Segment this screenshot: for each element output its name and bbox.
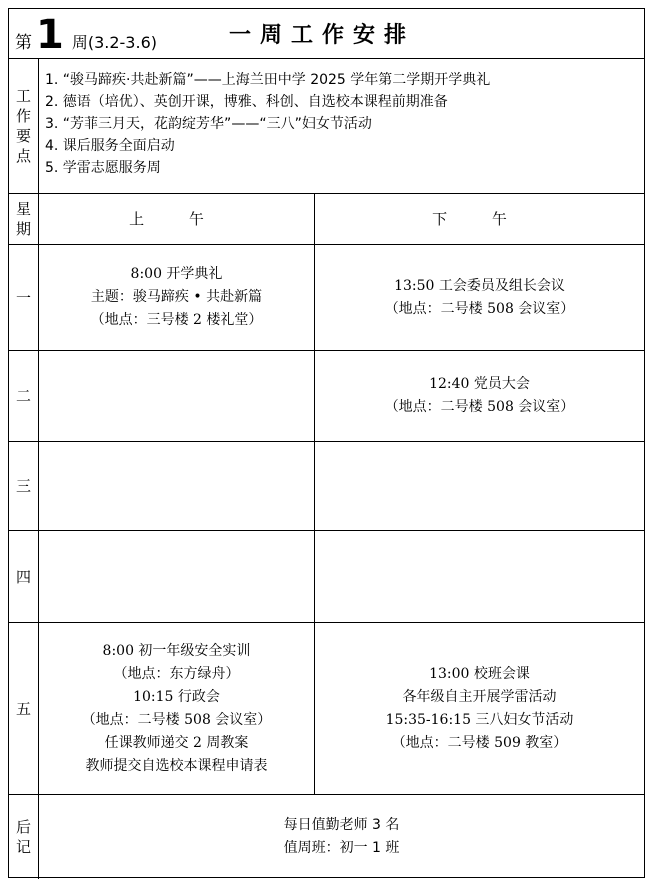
key-points-row <box>9 59 644 194</box>
schedule-header <box>9 9 644 59</box>
schedule-column-header <box>9 194 644 245</box>
week-number: 1 <box>36 12 64 58</box>
monday-afternoon: 13:50 工会委员及组长会议 （地点：二号楼 508 会议室） <box>384 277 575 317</box>
key-point-item: 3. “芳菲三月天，花韵绽芳华”——“三八”妇女节活动 <box>45 116 372 132</box>
wednesday-afternoon <box>315 442 644 530</box>
friday-afternoon: 13:00 校班会课 各年级自主开展学雷活动 15:35-16:15 三八妇女节活动 （地点：二号楼 509 教室） <box>385 665 574 751</box>
day-label: 四 <box>15 567 31 586</box>
week-date-range: 周(3.2-3.6) <box>71 33 157 52</box>
week-indicator <box>15 9 157 58</box>
notes-label-cell: 后 记 <box>9 795 39 879</box>
day-row-friday <box>9 623 644 795</box>
thursday-morning <box>39 531 315 622</box>
notes-row <box>9 795 644 879</box>
day-label: 二 <box>15 387 31 405</box>
day-row-thursday <box>9 531 644 623</box>
key-points-label-cell <box>9 59 39 193</box>
monday-morning: 8:00 开学典礼 主题：骏马蹄疾 • 共赴新篇 （地点：三号楼 2 楼礼堂） <box>39 245 315 350</box>
key-point-item: 5. 学雷志愿服务周 <box>45 160 161 176</box>
tuesday-morning <box>39 351 315 441</box>
afternoon-header: 下 午 <box>432 209 527 228</box>
notes-content: 每日值勤老师 3 名 值周班：初一 1 班 <box>283 817 400 856</box>
day-row-monday <box>9 245 644 351</box>
wednesday-morning <box>39 442 315 530</box>
day-label: 五 <box>15 699 31 718</box>
tuesday-afternoon: 12:40 党员大会 （地点：二号楼 508 会议室） <box>384 376 575 415</box>
day-label: 三 <box>15 477 31 495</box>
key-points-list <box>45 69 490 179</box>
day-row-wednesday <box>9 442 644 531</box>
page-title: 一周工作安排 <box>229 23 416 48</box>
week-prefix: 第 <box>15 33 32 53</box>
weekly-schedule-sheet <box>8 8 645 878</box>
thursday-afternoon <box>315 531 644 622</box>
key-point-item: 1. “骏马蹄疾·共赴新篇”——上海兰田中学 2025 学年第二学期开学典礼 <box>45 72 491 88</box>
key-points-label: 工 作 要 点 <box>15 87 31 165</box>
day-row-tuesday <box>9 351 644 442</box>
friday-morning: 8:00 初一年级安全实训 （地点：东方绿舟） 10:15 行政会 （地点：二号楼 508 会议室） 任课教师递交 2 周教案 教师提交自选校本课程申请表 <box>39 623 315 794</box>
key-point-item: 4. 课后服务全面启动 <box>45 138 175 154</box>
key-point-item: 2. 德语（培优）、英创开课，博雅、科创、自选校本课程前期准备 <box>45 94 448 110</box>
morning-header: 上 午 <box>39 194 315 244</box>
weekday-label-cell: 星 期 <box>9 194 39 244</box>
day-label: 一 <box>15 288 31 307</box>
